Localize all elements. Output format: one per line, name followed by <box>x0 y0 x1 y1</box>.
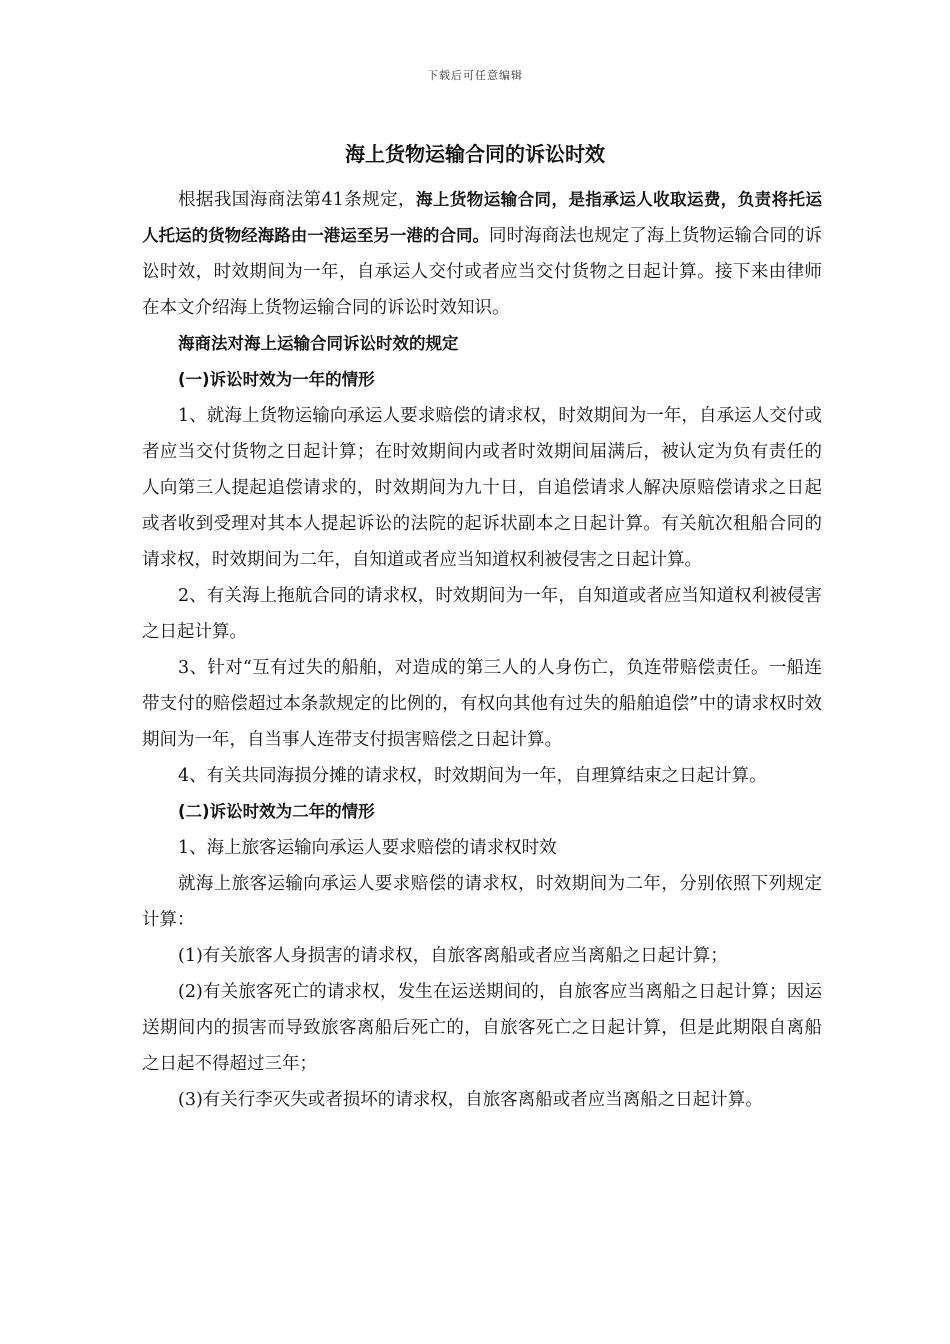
part2-item-5: (3)有关行李灭失或者损坏的请求权，自旅客离船或者应当离船之日起计算。 <box>178 1090 763 1110</box>
document-title: 海上货物运输合同的诉讼时效 <box>345 142 605 166</box>
header-note: 下载后可任意编辑 <box>427 69 523 82</box>
part1-item-3: 3、针对“互有过失的船舶，对造成的第三人的人身伤亡，负连带赔偿责任。一船连带支付的赔偿超过本条款规定的比例的，有权向其他有过失的船舶追偿”中的请求权时效期间为一年，自当事人连带支付损害赔偿之日起计算。 <box>142 658 822 750</box>
part2-heading: (二)诉讼时效为二年的情形 <box>178 802 375 821</box>
part1-heading: (一)诉讼时效为一年的情形 <box>178 370 375 389</box>
intro-lead: 根据我国海商法第41条规定， <box>178 190 416 210</box>
intro-tail: 同时海商法也规定了海上货物运输合同的诉讼时效，时效期间为一年，自承运人交付或者应当交付货物之日起计算。接下来由律师在本文介绍海上货物运输合同的诉讼时效知识。 <box>142 226 823 318</box>
intro-bold-definition: 海上货物运输合同，是指承运人收取运费，负责将托运人托运的货物经海路由一港运至另一港的合同。 <box>142 190 822 245</box>
part2-item-3: (1)有关旅客人身损害的请求权，自旅客离船或者应当离船之日起计算； <box>178 946 728 966</box>
part1-item-4: 4、有关共同海损分摊的请求权，时效期间为一年，自理算结束之日起计算。 <box>178 766 767 786</box>
part1-item-2: 2、有关海上拖航合同的请求权，时效期间为一年，自知道或者应当知道权利被侵害之日起计算。 <box>142 586 822 642</box>
part2-item-1: 1、海上旅客运输向承运人要求赔偿的请求权时效 <box>178 838 557 858</box>
part2-item-4: (2)有关旅客死亡的请求权，发生在运送期间的，自旅客应当离船之日起计算；因运送期间内的损害而导致旅客离船后死亡的，自旅客死亡之日起计算，但是此期限自离船之日起不得超过三年； <box>142 982 822 1074</box>
part2-item-2: 就海上旅客运输向承运人要求赔偿的请求权，时效期间为二年，分别依照下列规定计算： <box>142 874 822 930</box>
part1-item-1: 1、就海上货物运输向承运人要求赔偿的请求权，时效期间为一年，自承运人交付或者应当交付货物之日起计算；在时效期间内或者时效期间届满后，被认定为负有责任的人向第三人提起追偿请求的，时效期间为九十日，自追偿请求人解决原赔偿请求之日起或者收到受理对其本人提起诉讼的法院的起诉状副本之日起计算。有关航次租船合同的请求权，时效期间为二年，自知道或者应当知道权利被侵害之日起计算。 <box>142 406 822 570</box>
section-heading: 海商法对海上运输合同诉讼时效的规定 <box>178 334 459 353</box>
document-body <box>142 182 822 1118</box>
intro-paragraph <box>142 182 822 326</box>
